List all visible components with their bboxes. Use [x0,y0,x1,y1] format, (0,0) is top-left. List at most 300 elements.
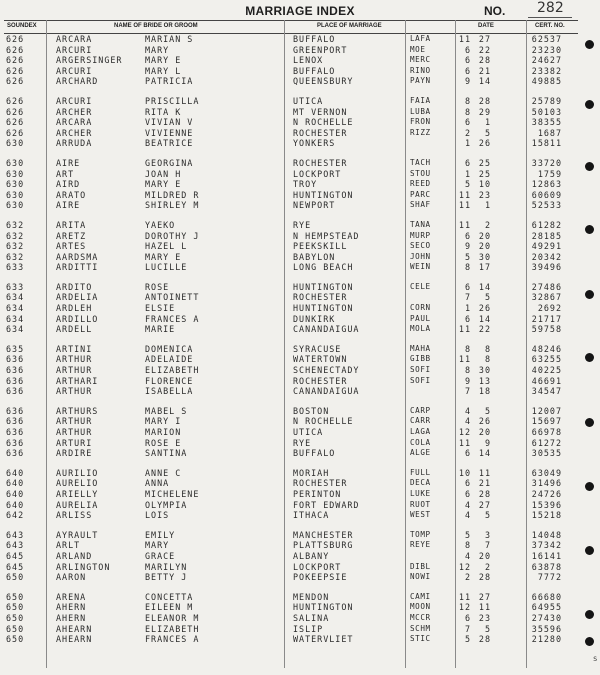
date-month: 6 [464,55,471,66]
surname: ARTHURS [56,405,99,416]
date-month: 8 [464,262,471,273]
entry-group [4,96,580,149]
surname: ARLINGTON [56,561,111,572]
registrar-code: RUOT [410,499,431,509]
certificate-number: 12863 [531,179,562,190]
soundex-code: 636 [6,405,25,416]
surname: ARDIRE [56,448,93,459]
date-month: 6 [464,230,471,241]
certificate-number: 20342 [531,251,562,262]
surname: ARETZ [56,230,87,241]
registrar-code: LUBA [410,106,431,116]
place-of-marriage: HUNTINGTON [293,303,354,314]
given-name: DOMENICA [145,343,194,354]
date-month: 6 [464,478,471,489]
table-row [4,324,580,335]
given-name: MARY E [145,55,182,66]
registrar-code: SHAF [410,200,431,210]
registrar-code: MAHA [410,343,431,353]
registrar-code: GIBB [410,354,431,364]
date-day: 28 [478,95,491,106]
certificate-number: 60609 [531,189,562,200]
surname: ARCARA [56,117,93,128]
surname: ARTHUR [56,354,93,365]
date-day: 8 [484,343,491,354]
date-month: 12 [458,602,471,613]
registrar-code: CORN [410,303,431,313]
date-month: 7 [464,623,471,634]
given-name: MARY [145,44,170,55]
date-month: 4 [464,550,471,561]
place-of-marriage: SCHENECTADY [293,365,360,376]
date-month: 4 [464,416,471,427]
date-month: 11 [458,354,471,365]
date-month: 6 [464,612,471,623]
soundex-code: 636 [6,437,25,448]
surname: ARTHUR [56,416,93,427]
place-of-marriage: SYRACUSE [293,343,342,354]
date-day: 1 [484,200,491,211]
table-row [4,138,580,149]
date-day: 27 [478,591,491,602]
given-name: SANTINA [145,448,188,459]
given-name: PRISCILLA [145,95,200,106]
place-of-marriage: ROCHESTER [293,127,348,138]
registrar-code: STIC [410,634,431,644]
table-row [4,448,580,459]
given-name: BEATRICE [145,138,194,149]
registrar-code: MERC [410,55,431,65]
surname: AHERN [56,612,87,623]
registrar-code: WEST [410,510,431,520]
registrar-code: RIZZ [410,127,431,137]
place-of-marriage: PERINTON [293,488,342,499]
certificate-number: 32867 [531,292,562,303]
place-of-marriage: LOCKPORT [293,168,342,179]
date-day: 14 [478,76,491,87]
date-month: 8 [464,540,471,551]
surname: ARITA [56,219,87,230]
date-month: 6 [464,488,471,499]
binder-hole-icon [585,418,594,427]
table-row [4,169,580,180]
date-day: 5 [484,405,491,416]
date-day: 7 [484,540,491,551]
date-day: 26 [478,138,491,149]
surname: ARLISS [56,510,93,521]
surname: ARENA [56,591,87,602]
date-day: 27 [478,34,491,44]
given-name: FRANCES A [145,313,200,324]
table-row [4,572,580,583]
date-month: 7 [464,386,471,397]
given-name: LOIS [145,510,170,521]
given-name: MARY E [145,251,182,262]
soundex-code: 626 [6,65,25,76]
soundex-code: 634 [6,324,25,335]
certificate-number: 25789 [531,95,562,106]
date-day: 9 [484,437,491,448]
registrar-code: MOON [410,602,431,612]
table-row [4,200,580,211]
soundex-code: 632 [6,219,25,230]
place-of-marriage: LENOX [293,55,324,66]
date-day: 13 [478,375,491,386]
soundex-code: 636 [6,416,25,427]
table-row [4,427,580,438]
surname: ARTHUR [56,427,93,437]
given-name: ANNA [145,478,170,489]
certificate-number: 66680 [531,591,562,602]
given-name: MARY E [145,179,182,190]
soundex-code: 650 [6,623,25,634]
table-row [4,551,580,562]
place-of-marriage: BOSTON [293,405,330,416]
registrar-code: SOFI [410,375,431,385]
date-month: 4 [464,499,471,510]
soundex-code: 650 [6,602,25,613]
entry-group [4,282,580,335]
table-row [4,406,580,417]
certificate-number: 15697 [531,416,562,427]
soundex-code: 630 [6,179,25,190]
soundex-code: 636 [6,365,25,376]
place-of-marriage: MT VERNON [293,106,348,117]
binder-holes [582,0,598,675]
certificate-number: 16141 [531,550,562,561]
table-row [4,478,580,489]
given-name: MARY [145,540,170,551]
soundex-code: 643 [6,540,25,551]
table-row [4,386,580,397]
place-of-marriage: CANANDAIGUA [293,324,360,335]
registrar-code: FAIA [410,95,431,105]
date-month: 11 [458,189,471,200]
surname: ARDELIA [56,292,99,303]
surname: AHEARN [56,634,93,645]
table-row [4,282,580,293]
place-of-marriage: WATERVLIET [293,634,354,645]
table-row [4,158,580,169]
place-of-marriage: MENDON [293,591,330,602]
certificate-number: 21280 [531,634,562,645]
date-month: 12 [458,427,471,437]
date-day: 5 [484,292,491,303]
given-name: VIVIAN V [145,117,194,128]
table-row [4,624,580,635]
entry-group [4,592,580,645]
soundex-code: 643 [6,529,25,540]
certificate-number: 28185 [531,230,562,241]
date-day: 21 [478,65,491,76]
given-name: ANNE C [145,467,182,478]
entry-group [4,220,580,273]
surname: ARTHUR [56,386,93,397]
date-day: 21 [478,478,491,489]
table-row [4,128,580,139]
page-number-underline [528,17,572,18]
date-month: 8 [464,365,471,376]
date-day: 22 [478,324,491,335]
soundex-code: 634 [6,313,25,324]
soundex-code: 640 [6,467,25,478]
entry-group [4,406,580,459]
date-month: 7 [464,292,471,303]
soundex-code: 645 [6,561,25,572]
place-of-marriage: ITHACA [293,510,330,521]
registrar-code: LAFA [410,34,431,43]
date-month: 5 [464,251,471,262]
certificate-number: 40225 [531,365,562,376]
entry-group [4,158,580,211]
date-day: 22 [478,44,491,55]
surname: ARCHARD [56,76,99,87]
table-row [4,314,580,325]
given-name: SHIRLEY M [145,200,200,211]
registrar-code: PAUL [410,313,431,323]
soundex-code: 650 [6,634,25,645]
date-day: 23 [478,612,491,623]
certificate-number: 52533 [531,200,562,211]
date-day: 20 [478,427,491,437]
date-day: 11 [478,602,491,613]
page-number-label: NO. [484,4,506,18]
given-name: ROSE E [145,437,182,448]
surname: AIRD [56,179,81,190]
date-day: 18 [478,386,491,397]
table-row [4,416,580,427]
surname: AIRE [56,200,81,211]
certificate-number: 12007 [531,405,562,416]
date-month: 11 [458,324,471,335]
place-of-marriage: MORIAH [293,467,330,478]
surname: ARLAND [56,550,93,561]
certificate-number: 49291 [531,241,562,252]
soundex-code: 640 [6,499,25,510]
date-day: 10 [478,179,491,190]
binder-hole-icon [585,100,594,109]
soundex-code: 626 [6,106,25,117]
soundex-code: 640 [6,478,25,489]
place-of-marriage: MANCHESTER [293,529,354,540]
place-of-marriage: WATERTOWN [293,354,348,365]
soundex-code: 636 [6,354,25,365]
registrar-code: CAMI [410,591,431,601]
registrar-code: PAYN [410,76,431,86]
registrar-code: NOWI [410,572,431,582]
column-header-place: PLACE OF MARRIAGE [317,23,382,29]
soundex-code: 626 [6,34,25,44]
date-month: 8 [464,106,471,117]
given-name: DOROTHY J [145,230,200,241]
table-row [4,468,580,479]
date-day: 27 [478,499,491,510]
soundex-code: 626 [6,76,25,87]
registrar-code: CARR [410,416,431,426]
place-of-marriage: BUFFALO [293,448,336,459]
certificate-number: 23382 [531,65,562,76]
registrar-code: LUKE [410,488,431,498]
table-row [4,500,580,511]
table-row [4,179,580,190]
date-month: 5 [464,529,471,540]
certificate-number: 63255 [531,354,562,365]
registrar-code: LAGA [410,427,431,436]
date-day: 14 [478,448,491,459]
registrar-code: MOLA [410,324,431,334]
binder-hole-icon [585,637,594,646]
date-day: 26 [478,303,491,314]
date-month: 4 [464,510,471,521]
table-row [4,613,580,624]
binder-hole-icon [585,610,594,619]
registrar-code: REED [410,179,431,189]
place-of-marriage: POKEEPSIE [293,572,348,583]
soundex-code: 630 [6,138,25,149]
place-of-marriage: FORT EDWARD [293,499,360,510]
date-month: 11 [458,200,471,211]
certificate-number: 14048 [531,529,562,540]
given-name: LUCILLE [145,262,188,273]
surname: ARTURI [56,437,93,448]
place-of-marriage: NEWPORT [293,200,336,211]
registrar-code: TANA [410,219,431,229]
surname: ARCHER [56,106,93,117]
date-month: 6 [464,281,471,292]
given-name: VIVIENNE [145,127,194,138]
place-of-marriage: N ROCHELLE [293,416,354,427]
date-day: 17 [478,262,491,273]
date-day: 28 [478,572,491,583]
date-month: 9 [464,375,471,386]
date-month: 6 [464,448,471,459]
date-month: 11 [458,591,471,602]
given-name: GEORGINA [145,157,194,168]
given-name: HAZEL L [145,241,188,252]
given-name: ELIZABETH [145,365,200,376]
registrar-code: DIBL [410,561,431,571]
soundex-code: 632 [6,251,25,262]
surname: ARTINI [56,343,93,354]
certificate-number: 35596 [531,623,562,634]
certificate-number: 27430 [531,612,562,623]
table-row [4,117,580,128]
registrar-code: MURP [410,230,431,240]
date-month: 5 [464,179,471,190]
registrar-code: JOHN [410,251,431,261]
soundex-code: 635 [6,343,25,354]
soundex-code: 650 [6,612,25,623]
certificate-number: 61272 [531,437,562,448]
registrar-code: WEIN [410,262,431,272]
surname: AIRE [56,157,81,168]
date-day: 30 [478,251,491,262]
place-of-marriage: CANANDAIGUA [293,386,360,397]
soundex-code: 633 [6,262,25,273]
place-of-marriage: ROCHESTER [293,478,348,489]
date-day: 5 [484,127,491,138]
table-row [4,190,580,201]
place-of-marriage: ROCHESTER [293,375,348,386]
place-of-marriage: DUNKIRK [293,313,336,324]
table-row [4,562,580,573]
table-row [4,107,580,118]
table-row [4,220,580,231]
soundex-code: 650 [6,572,25,583]
given-name: MILDRED R [145,189,200,200]
given-name: MARY L [145,65,182,76]
place-of-marriage: GREENPORT [293,44,348,55]
table-row [4,602,580,613]
soundex-code: 645 [6,550,25,561]
place-of-marriage: RYE [293,219,312,230]
date-day: 25 [478,168,491,179]
date-month: 10 [458,467,471,478]
surname: ARATO [56,189,87,200]
table-row [4,344,580,355]
binder-hole-icon [585,546,594,555]
surname: ARDELL [56,324,93,335]
surname: ART [56,168,75,179]
page-title: MARRIAGE INDEX [245,4,355,18]
date-month: 6 [464,65,471,76]
place-of-marriage: BABYLON [293,251,336,262]
place-of-marriage: HUNTINGTON [293,189,354,200]
date-month: 11 [458,219,471,230]
table-row [4,303,580,314]
surname: ARCHER [56,127,93,138]
soundex-code: 632 [6,241,25,252]
registrar-code: SOFI [410,365,431,375]
date-day: 30 [478,365,491,376]
date-month: 1 [464,303,471,314]
certificate-number: 23230 [531,44,562,55]
certificate-number: 59758 [531,324,562,335]
certificate-number: 1759 [537,168,562,179]
place-of-marriage: RYE [293,437,312,448]
surname: AARDSMA [56,251,99,262]
registrar-code: RINO [410,65,431,75]
table-row [4,510,580,521]
date-day: 28 [478,55,491,66]
registrar-code: COLA [410,437,431,447]
certificate-number: 21717 [531,313,562,324]
surname: ARCURI [56,44,93,55]
place-of-marriage: BUFFALO [293,65,336,76]
surname: AURELIO [56,478,99,489]
column-header-soundex: SOUNDEX [7,23,37,29]
place-of-marriage: BUFFALO [293,34,336,44]
date-month: 12 [458,561,471,572]
certificate-number: 66978 [531,427,562,437]
place-of-marriage: UTICA [293,95,324,106]
date-day: 29 [478,106,491,117]
date-month: 11 [458,34,471,44]
entry-group [4,34,580,87]
corner-mark: S [593,656,597,663]
given-name: MARIAN S [145,34,194,44]
given-name: MARY I [145,416,182,427]
table-row [4,241,580,252]
surname: ARCURI [56,95,93,106]
date-month: 9 [464,76,471,87]
certificate-number: 2692 [537,303,562,314]
table-row [4,231,580,242]
surname: AHEARN [56,623,93,634]
place-of-marriage: LONG BEACH [293,262,354,273]
date-day: 5 [484,623,491,634]
date-day: 14 [478,313,491,324]
